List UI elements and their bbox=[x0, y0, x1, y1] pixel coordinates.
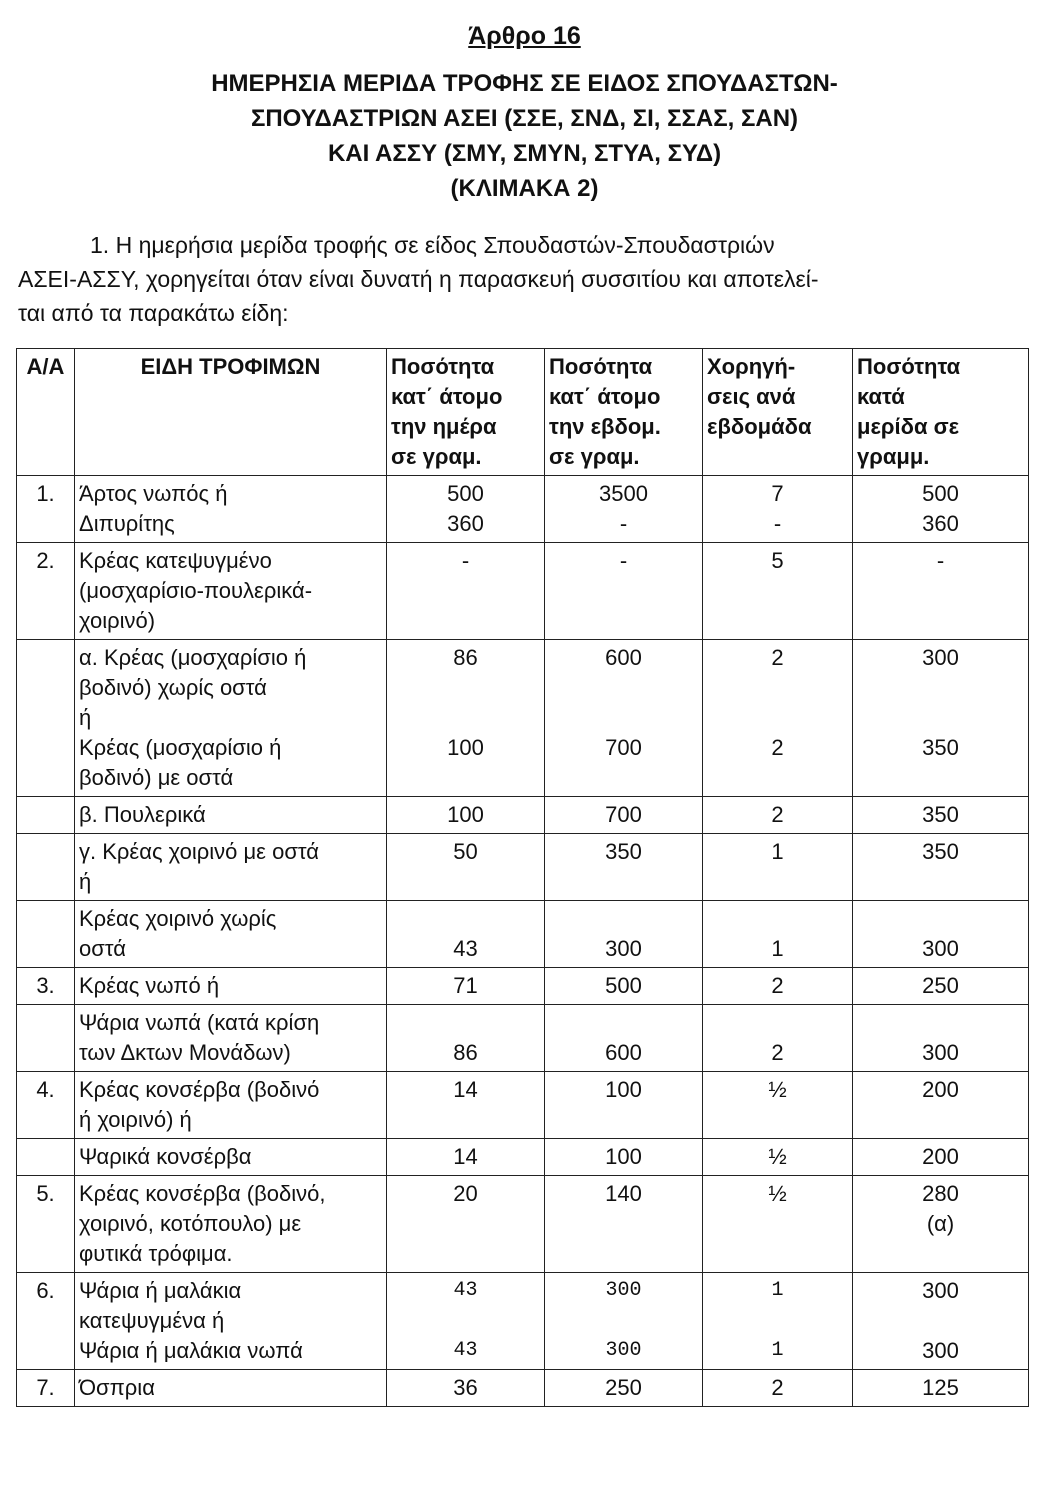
item-cell bbox=[75, 640, 387, 797]
intro-paragraph bbox=[18, 228, 1018, 330]
item-cell-line: χοιρινό) bbox=[79, 608, 156, 633]
item-cell-line: των Δκτων Μονάδων) bbox=[79, 1040, 291, 1065]
document-heading bbox=[0, 66, 1049, 206]
article-title: Άρθρο 16 bbox=[468, 22, 581, 50]
daily-qty-cell bbox=[387, 1139, 545, 1176]
portion-qty-cell-line bbox=[857, 763, 1024, 793]
weekly-qty-cell-line bbox=[549, 1306, 698, 1336]
daily-qty-cell-line: 100 bbox=[447, 735, 484, 760]
weekly-qty-cell bbox=[545, 476, 703, 543]
table-row bbox=[17, 834, 1029, 901]
aa-cell bbox=[17, 797, 75, 834]
header-per-week-line: Χορηγή- bbox=[707, 354, 796, 379]
item-cell-line: Ψάρια ή μαλάκια νωπά bbox=[79, 1338, 303, 1363]
per-week-cell-line: 1 bbox=[771, 839, 784, 864]
portion-qty-cell bbox=[853, 543, 1029, 640]
daily-qty-cell-line bbox=[391, 1306, 540, 1336]
table-header-row bbox=[17, 349, 1029, 476]
weekly-qty-cell-line: 250 bbox=[605, 1375, 642, 1400]
per-week-cell-line bbox=[707, 763, 848, 793]
item-cell bbox=[75, 1072, 387, 1139]
daily-qty-cell-line: 100 bbox=[447, 802, 484, 827]
portion-qty-cell-line: 300 bbox=[922, 1338, 959, 1363]
portion-qty-cell-line: 300 bbox=[922, 645, 959, 670]
table-row bbox=[17, 1370, 1029, 1407]
daily-qty-cell-line: 71 bbox=[453, 973, 478, 998]
ration-table-container bbox=[16, 348, 1028, 1407]
daily-qty-cell-line bbox=[391, 763, 540, 793]
item-cell bbox=[75, 1176, 387, 1273]
item-cell-line: γ. Κρέας χοιρινό με οστά bbox=[79, 839, 319, 864]
header-aa: Α/Α bbox=[17, 349, 75, 476]
per-week-cell-line bbox=[707, 1306, 848, 1336]
portion-qty-cell-line bbox=[857, 703, 1024, 733]
per-week-cell-line: 2 bbox=[771, 735, 784, 760]
header-daily bbox=[387, 349, 545, 476]
per-week-cell-line: 7 bbox=[771, 481, 784, 506]
header-per-portion-line: γραμμ. bbox=[857, 444, 930, 469]
weekly-qty-cell-line: 300 bbox=[605, 1279, 642, 1302]
per-week-cell-line: 1 bbox=[771, 1279, 784, 1302]
table-row bbox=[17, 797, 1029, 834]
per-week-cell-line bbox=[707, 904, 848, 934]
aa-cell: 2. bbox=[17, 543, 75, 640]
weekly-qty-cell-line: 600 bbox=[605, 1040, 642, 1065]
per-week-cell-line: ½ bbox=[768, 1144, 787, 1169]
item-cell-line: Ψαρικά κονσέρβα bbox=[79, 1144, 252, 1169]
aa-cell: 7. bbox=[17, 1370, 75, 1407]
weekly-qty-cell bbox=[545, 901, 703, 968]
table-row bbox=[17, 1176, 1029, 1273]
item-cell-line: Κρέας χοιρινό χωρίς bbox=[79, 906, 277, 931]
per-week-cell-line: ½ bbox=[768, 1077, 787, 1102]
per-week-cell bbox=[703, 1072, 853, 1139]
portion-qty-cell-line: (α) bbox=[926, 1211, 955, 1236]
weekly-qty-cell-line: 3500 bbox=[599, 481, 648, 506]
weekly-qty-cell bbox=[545, 968, 703, 1005]
aa-cell bbox=[17, 1139, 75, 1176]
weekly-qty-cell-line bbox=[549, 703, 698, 733]
item-cell bbox=[75, 1273, 387, 1370]
weekly-qty-cell-line: - bbox=[619, 511, 628, 536]
daily-qty-cell-line: - bbox=[461, 548, 470, 573]
table-row bbox=[17, 968, 1029, 1005]
weekly-qty-cell bbox=[545, 834, 703, 901]
item-cell-line: Κρέας κατεψυγμένο bbox=[79, 548, 272, 573]
portion-qty-cell-line bbox=[857, 1306, 1024, 1336]
item-cell-line: Κρέας κονσέρβα (βοδινό bbox=[79, 1077, 320, 1102]
weekly-qty-cell-line bbox=[549, 673, 698, 703]
per-week-cell bbox=[703, 476, 853, 543]
item-cell-line: ή χοιρινό) ή bbox=[79, 1107, 192, 1132]
portion-qty-cell-line: 300 bbox=[922, 1040, 959, 1065]
per-week-cell-line: - bbox=[773, 511, 782, 536]
item-cell bbox=[75, 901, 387, 968]
daily-qty-cell-line: 86 bbox=[453, 645, 478, 670]
portion-qty-cell-line: 125 bbox=[922, 1375, 959, 1400]
per-week-cell bbox=[703, 1139, 853, 1176]
item-cell-line: Κρέας νωπό ή bbox=[79, 973, 220, 998]
portion-qty-cell bbox=[853, 901, 1029, 968]
daily-qty-cell bbox=[387, 1273, 545, 1370]
weekly-qty-cell-line: 140 bbox=[605, 1181, 642, 1206]
portion-qty-cell bbox=[853, 1273, 1029, 1370]
daily-qty-cell-line bbox=[391, 904, 540, 934]
daily-qty-cell-line: 36 bbox=[453, 1375, 478, 1400]
daily-qty-cell-line bbox=[391, 673, 540, 703]
table-row bbox=[17, 640, 1029, 797]
portion-qty-cell-line: 350 bbox=[922, 735, 959, 760]
header-daily-line: την ημέρα bbox=[391, 414, 497, 439]
daily-qty-cell bbox=[387, 968, 545, 1005]
daily-qty-cell bbox=[387, 797, 545, 834]
portion-qty-cell-line: - bbox=[936, 548, 945, 573]
item-cell bbox=[75, 1139, 387, 1176]
daily-qty-cell-line bbox=[391, 703, 540, 733]
weekly-qty-cell bbox=[545, 1176, 703, 1273]
per-week-cell-line: ½ bbox=[768, 1181, 787, 1206]
portion-qty-cell-line: 200 bbox=[922, 1077, 959, 1102]
daily-qty-cell-line: 360 bbox=[447, 511, 484, 536]
per-week-cell-line bbox=[707, 673, 848, 703]
header-weekly-line: την εβδομ. bbox=[549, 414, 661, 439]
heading-line: ΣΠΟΥΔΑΣΤΡΙΩΝ ΑΣΕΙ (ΣΣΕ, ΣΝΔ, ΣΙ, ΣΣΑΣ, ΣΑΝ) bbox=[250, 105, 799, 132]
aa-cell bbox=[17, 1005, 75, 1072]
daily-qty-cell bbox=[387, 476, 545, 543]
portion-qty-cell-line: 350 bbox=[922, 802, 959, 827]
per-week-cell bbox=[703, 834, 853, 901]
weekly-qty-cell bbox=[545, 543, 703, 640]
item-cell bbox=[75, 543, 387, 640]
daily-qty-cell bbox=[387, 1072, 545, 1139]
portion-qty-cell-line: 200 bbox=[922, 1144, 959, 1169]
header-per-portion-line: Ποσότητα bbox=[857, 354, 961, 379]
item-cell bbox=[75, 1005, 387, 1072]
daily-qty-cell-line: 14 bbox=[453, 1077, 478, 1102]
item-cell-line: Κρέας (μοσχαρίσιο ή bbox=[79, 735, 282, 760]
portion-qty-cell-line: 300 bbox=[922, 936, 959, 961]
weekly-qty-cell-line: 300 bbox=[605, 936, 642, 961]
heading-line: ΚΑΙ ΑΣΣΥ (ΣΜΥ, ΣΜΥΝ, ΣΤΥΑ, ΣΥΔ) bbox=[327, 140, 722, 167]
header-weekly-line: Ποσότητα bbox=[549, 354, 653, 379]
item-cell-line: βοδινό) χωρίς οστά bbox=[79, 675, 267, 700]
item-cell-line: (μοσχαρίσιο-πουλερικά- bbox=[79, 578, 313, 603]
aa-cell: 4. bbox=[17, 1072, 75, 1139]
portion-qty-cell bbox=[853, 476, 1029, 543]
weekly-qty-cell-line: 300 bbox=[605, 1339, 642, 1362]
portion-qty-cell bbox=[853, 1005, 1029, 1072]
daily-qty-cell-line: 14 bbox=[453, 1144, 478, 1169]
portion-qty-cell-line: 350 bbox=[922, 839, 959, 864]
weekly-qty-cell bbox=[545, 1370, 703, 1407]
portion-qty-cell bbox=[853, 1370, 1029, 1407]
per-week-cell-line: 5 bbox=[771, 548, 784, 573]
weekly-qty-cell bbox=[545, 1273, 703, 1370]
weekly-qty-cell-line bbox=[549, 1008, 698, 1038]
weekly-qty-cell-line bbox=[549, 904, 698, 934]
item-cell-line: Ψάρια νωπά (κατά κρίση bbox=[79, 1010, 320, 1035]
weekly-qty-cell-line: 600 bbox=[605, 645, 642, 670]
item-cell-line: Ψάρια ή μαλάκια bbox=[79, 1278, 242, 1303]
item-cell-line: οστά bbox=[79, 936, 126, 961]
item-cell-line: βοδινό) με οστά bbox=[79, 765, 234, 790]
aa-cell bbox=[17, 834, 75, 901]
table-row bbox=[17, 1273, 1029, 1370]
per-week-cell bbox=[703, 1273, 853, 1370]
header-per-portion-line: κατά bbox=[857, 384, 905, 409]
daily-qty-cell-line bbox=[391, 1008, 540, 1038]
ration-table bbox=[16, 348, 1029, 1407]
weekly-qty-cell bbox=[545, 797, 703, 834]
weekly-qty-cell bbox=[545, 1005, 703, 1072]
item-cell-line: β. Πουλερικά bbox=[79, 802, 206, 827]
portion-qty-cell bbox=[853, 1072, 1029, 1139]
portion-qty-cell bbox=[853, 1139, 1029, 1176]
header-per-portion-line: μερίδα σε bbox=[857, 414, 960, 439]
per-week-cell-line: 2 bbox=[771, 973, 784, 998]
header-per-portion bbox=[853, 349, 1029, 476]
item-cell-line: Κρέας κονσέρβα (βοδινό, bbox=[79, 1181, 326, 1206]
header-weekly bbox=[545, 349, 703, 476]
portion-qty-cell bbox=[853, 1176, 1029, 1273]
per-week-cell-line bbox=[707, 1008, 848, 1038]
item-cell bbox=[75, 1370, 387, 1407]
header-daily-line: σε γραμ. bbox=[391, 444, 482, 469]
daily-qty-cell bbox=[387, 901, 545, 968]
per-week-cell bbox=[703, 797, 853, 834]
aa-cell bbox=[17, 640, 75, 797]
daily-qty-cell bbox=[387, 1176, 545, 1273]
daily-qty-cell-line: 500 bbox=[447, 481, 484, 506]
header-per-week bbox=[703, 349, 853, 476]
daily-qty-cell-line: 43 bbox=[453, 936, 478, 961]
per-week-cell bbox=[703, 968, 853, 1005]
item-cell bbox=[75, 968, 387, 1005]
portion-qty-cell bbox=[853, 640, 1029, 797]
portion-qty-cell bbox=[853, 968, 1029, 1005]
item-cell-line: φυτικά τρόφιμα. bbox=[79, 1241, 233, 1266]
aa-cell bbox=[17, 901, 75, 968]
aa-cell: 6. bbox=[17, 1273, 75, 1370]
heading-line: ΗΜΕΡΗΣΙΑ ΜΕΡΙΔΑ ΤΡΟΦΗΣ ΣΕ ΕΙΔΟΣ ΣΠΟΥΔΑΣΤΩΝ- bbox=[211, 70, 838, 97]
table-row bbox=[17, 1072, 1029, 1139]
weekly-qty-cell-line: 100 bbox=[605, 1077, 642, 1102]
portion-qty-cell bbox=[853, 834, 1029, 901]
per-week-cell bbox=[703, 1005, 853, 1072]
per-week-cell-line: 2 bbox=[771, 1040, 784, 1065]
portion-qty-cell-line: 280 bbox=[922, 1181, 959, 1206]
portion-qty-cell-line bbox=[857, 904, 1024, 934]
intro-line: 1. Η ημερήσια μερίδα τροφής σε είδος Σπουδαστών-Σπουδαστριών bbox=[90, 232, 775, 258]
weekly-qty-cell-line: 500 bbox=[605, 973, 642, 998]
daily-qty-cell-line: 43 bbox=[453, 1339, 478, 1362]
header-per-week-line: σεις ανά bbox=[707, 384, 796, 409]
portion-qty-cell-line: 500 bbox=[922, 481, 959, 506]
portion-qty-cell-line: 250 bbox=[922, 973, 959, 998]
weekly-qty-cell-line: 700 bbox=[605, 735, 642, 760]
per-week-cell-line: 2 bbox=[771, 802, 784, 827]
daily-qty-cell-line: 86 bbox=[453, 1040, 478, 1065]
table-row bbox=[17, 543, 1029, 640]
aa-cell: 3. bbox=[17, 968, 75, 1005]
item-cell-line: Διπυρίτης bbox=[79, 511, 175, 536]
daily-qty-cell bbox=[387, 1005, 545, 1072]
per-week-cell-line: 1 bbox=[771, 1339, 784, 1362]
per-week-cell-line bbox=[707, 703, 848, 733]
per-week-cell bbox=[703, 1176, 853, 1273]
portion-qty-cell bbox=[853, 797, 1029, 834]
weekly-qty-cell-line bbox=[549, 763, 698, 793]
per-week-cell bbox=[703, 640, 853, 797]
weekly-qty-cell bbox=[545, 640, 703, 797]
item-cell bbox=[75, 834, 387, 901]
header-daily-line: κατ΄ άτομο bbox=[391, 384, 503, 409]
per-week-cell-line: 2 bbox=[771, 1375, 784, 1400]
weekly-qty-cell bbox=[545, 1139, 703, 1176]
heading-line: (ΚΛΙΜΑΚΑ 2) bbox=[450, 175, 599, 202]
item-cell-line: Όσπρια bbox=[79, 1375, 155, 1400]
daily-qty-cell-line: 20 bbox=[453, 1181, 478, 1206]
intro-line: ΑΣΕΙ-ΑΣΣΥ, χορηγείται όταν είναι δυνατή η παρασκευή συσσιτίου και αποτελεί- bbox=[18, 266, 819, 292]
aa-cell: 1. bbox=[17, 476, 75, 543]
portion-qty-cell-line bbox=[857, 673, 1024, 703]
item-cell bbox=[75, 797, 387, 834]
portion-qty-cell-line: 360 bbox=[922, 511, 959, 536]
daily-qty-cell-line: 50 bbox=[453, 839, 478, 864]
per-week-cell-line: 2 bbox=[771, 645, 784, 670]
table-row bbox=[17, 1139, 1029, 1176]
intro-line: ται από τα παρακάτω είδη: bbox=[18, 300, 289, 326]
per-week-cell-line: 1 bbox=[771, 936, 784, 961]
item-cell-line: χοιρινό, κοτόπουλο) με bbox=[79, 1211, 302, 1236]
header-weekly-line: σε γραμ. bbox=[549, 444, 640, 469]
table-row bbox=[17, 901, 1029, 968]
weekly-qty-cell-line: 100 bbox=[605, 1144, 642, 1169]
item-cell bbox=[75, 476, 387, 543]
header-daily-line: Ποσότητα bbox=[391, 354, 495, 379]
header-weekly-line: κατ΄ άτομο bbox=[549, 384, 661, 409]
item-cell-line: κατεψυγμένα ή bbox=[79, 1308, 225, 1333]
daily-qty-cell bbox=[387, 543, 545, 640]
daily-qty-cell bbox=[387, 640, 545, 797]
header-per-week-line: εβδομάδα bbox=[707, 414, 812, 439]
per-week-cell bbox=[703, 1370, 853, 1407]
item-cell-line: ή bbox=[79, 705, 92, 730]
table-row bbox=[17, 476, 1029, 543]
daily-qty-cell bbox=[387, 834, 545, 901]
per-week-cell bbox=[703, 543, 853, 640]
table-body bbox=[17, 476, 1029, 1407]
weekly-qty-cell-line: 700 bbox=[605, 802, 642, 827]
daily-qty-cell bbox=[387, 1370, 545, 1407]
table-row bbox=[17, 1005, 1029, 1072]
item-cell-line: Άρτος νωπός ή bbox=[79, 481, 228, 506]
weekly-qty-cell-line: 350 bbox=[605, 839, 642, 864]
per-week-cell bbox=[703, 901, 853, 968]
portion-qty-cell-line: 300 bbox=[922, 1278, 959, 1303]
item-cell-line: α. Κρέας (μοσχαρίσιο ή bbox=[79, 645, 307, 670]
portion-qty-cell-line bbox=[857, 1008, 1024, 1038]
weekly-qty-cell bbox=[545, 1072, 703, 1139]
item-cell-line: ή bbox=[79, 869, 92, 894]
header-item: ΕΙΔΗ ΤΡΟΦΙΜΩΝ bbox=[75, 349, 387, 476]
daily-qty-cell-line: 43 bbox=[453, 1279, 478, 1302]
weekly-qty-cell-line: - bbox=[619, 548, 628, 573]
aa-cell: 5. bbox=[17, 1176, 75, 1273]
